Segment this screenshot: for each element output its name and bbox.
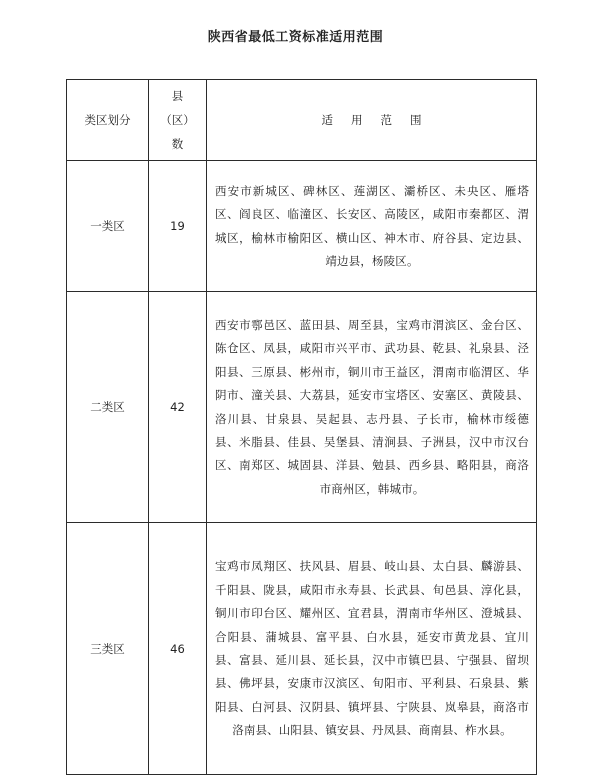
table-row [67, 523, 537, 775]
header-category: 类区划分 [67, 80, 149, 161]
header-count-line1: 县 [171, 89, 184, 103]
header-county-count [149, 80, 207, 161]
header-count-line3: 数 [171, 137, 184, 151]
row-category: 一类区 [67, 161, 149, 292]
header-scope: 适用范围 [207, 80, 537, 161]
table-header-row [67, 80, 537, 161]
table-row [67, 161, 537, 292]
row-count: 19 [149, 161, 207, 292]
row-scope: 西安市新城区、碑林区、莲湖区、灞桥区、未央区、雁塔区、阎良区、临潼区、长安区、高陵区，咸阳市秦都区、渭城区，榆林市榆阳区、横山区、神木市、府谷县、定边县、靖边县，杨陵区。 [207, 161, 537, 292]
row-category: 二类区 [67, 292, 149, 523]
document-title: 陕西省最低工资标准适用范围 [207, 30, 384, 45]
row-scope: 宝鸡市凤翔区、扶风县、眉县、岐山县、太白县、麟游县、千阳县、陇县，咸阳市永寿县、长武县、旬邑县、淳化县，铜川市印台区、耀州区、宜君县，渭南市华州区、澄城县、合阳县、蒲城县、富平县、白水县，延安市黄龙县、宜川县、富县、延川县、延长县，汉中市镇巴县、宁强县、留坝县、佛坪县，安康市汉滨区、旬阳市、平利县、石泉县、紫阳县、白河县、汉阴县、镇坪县、宁陕县、岚皋县，商洛市洛南县、山阳县、镇安县、丹凤县、商南县、柞水县。 [207, 523, 537, 775]
table-row [67, 292, 537, 523]
row-scope: 西安市鄠邑区、蓝田县、周至县，宝鸡市渭滨区、金台区、陈仓区、凤县，咸阳市兴平市、武功县、乾县、礼泉县、泾阳县、三原县、彬州市，铜川市王益区，渭南市临渭区、华阴市、潼关县、大荔县，延安市宝塔区、安塞区、黄陵县、洛川县、甘泉县、吴起县、志丹县、子长市，榆林市绥德县、米脂县、佳县、吴堡县、清涧县、子洲县，汉中市汉台区、南郑区、城固县、洋县、勉县、西乡县、略阳县，商洛市商州区，韩城市。 [207, 292, 537, 523]
header-count-line2: （区） [160, 113, 195, 127]
minimum-wage-scope-table [66, 79, 537, 775]
row-count: 42 [149, 292, 207, 523]
row-category: 三类区 [67, 523, 149, 775]
row-count: 46 [149, 523, 207, 775]
